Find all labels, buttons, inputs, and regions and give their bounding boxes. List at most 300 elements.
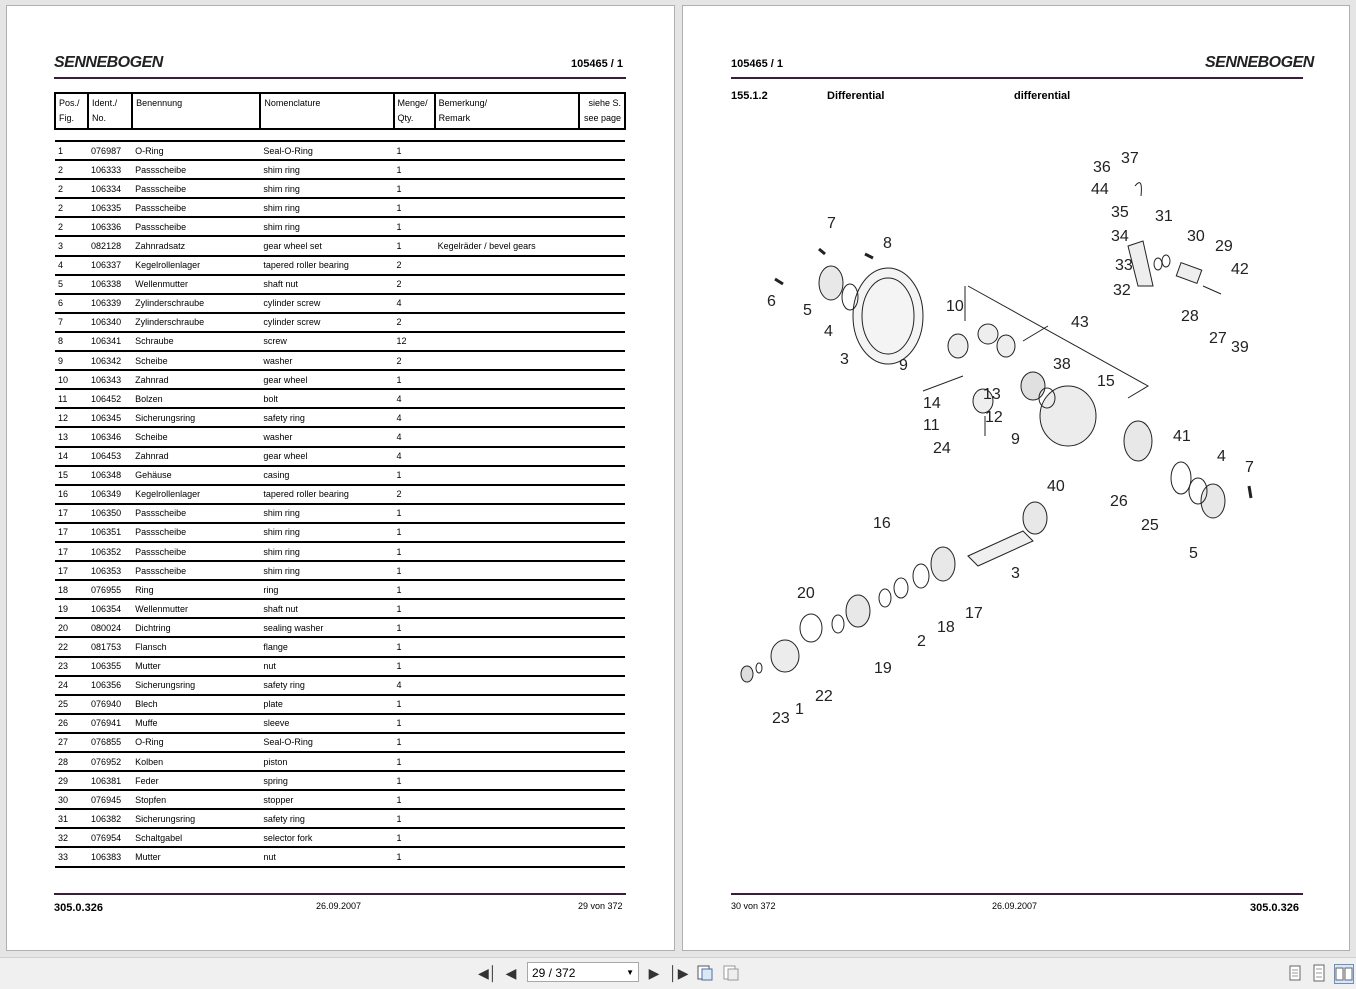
cell-ident: 106342 [88, 351, 132, 370]
cell-ident: 076952 [88, 752, 132, 771]
callout-5: 5 [803, 302, 812, 319]
cell-benennung: Blech [132, 695, 260, 714]
cell-qty: 1 [394, 580, 435, 599]
chevron-down-icon[interactable]: ▼ [626, 968, 634, 977]
cell-nomenclature: nut [260, 657, 393, 676]
cell-ident: 106453 [88, 447, 132, 466]
screw-shape [775, 279, 783, 284]
table-row [55, 141, 625, 160]
table-row [55, 657, 625, 676]
table-row [55, 198, 625, 217]
cell-benennung: Kolben [132, 752, 260, 771]
cell-remark [435, 332, 579, 351]
cell-qty: 1 [394, 561, 435, 580]
table-row [55, 676, 625, 695]
cell-siehe [579, 198, 625, 217]
fit-page-icon[interactable] [696, 964, 714, 982]
page-indicator: 29 / 372 [532, 966, 576, 980]
cell-qty: 1 [394, 847, 435, 866]
cell-nomenclature: plate [260, 695, 393, 714]
callout-15: 15 [1097, 373, 1115, 390]
cell-qty: 1 [394, 657, 435, 676]
cell-benennung: Feder [132, 771, 260, 790]
cell-siehe [579, 408, 625, 427]
cell-benennung: Passscheibe [132, 523, 260, 542]
table-row [55, 637, 625, 656]
cell-remark [435, 542, 579, 561]
cell-benennung: Dichtring [132, 618, 260, 637]
table-row [55, 217, 625, 236]
cell-benennung: Passscheibe [132, 160, 260, 179]
callout-16: 16 [873, 515, 891, 532]
cell-ident: 082128 [88, 236, 132, 255]
cell-siehe [579, 485, 625, 504]
table-header-row [55, 93, 625, 129]
callout-43: 43 [1071, 314, 1089, 331]
callout-29: 29 [1215, 238, 1233, 255]
cell-nomenclature: shim ring [260, 179, 393, 198]
cell-siehe [579, 809, 625, 828]
fit-width-icon[interactable] [722, 964, 740, 982]
cell-siehe [579, 389, 625, 408]
callout-35: 35 [1111, 204, 1129, 221]
table-row [55, 504, 625, 523]
cell-siehe [579, 466, 625, 485]
cell-benennung: Wellenmutter [132, 599, 260, 618]
cell-siehe [579, 618, 625, 637]
callout-39: 39 [1231, 339, 1249, 356]
single-page-view-icon[interactable] [1286, 964, 1304, 982]
cell-ident: 106381 [88, 771, 132, 790]
table-row [55, 714, 625, 733]
table-row [55, 275, 625, 294]
callout-5: 5 [1189, 545, 1198, 562]
cell-siehe [579, 771, 625, 790]
table-row [55, 771, 625, 790]
cell-nomenclature: cylinder screw [260, 294, 393, 313]
bearing-shape [1201, 484, 1225, 518]
col-pos: Pos./ Fig. [55, 93, 88, 129]
cell-benennung: Wellenmutter [132, 275, 260, 294]
cell-pos: 12 [55, 408, 88, 427]
footer-date: 26.09.2007 [992, 901, 1038, 911]
callout-23: 23 [772, 710, 790, 727]
cell-benennung: Zahnradsatz [132, 236, 260, 255]
cell-nomenclature: washer [260, 427, 393, 446]
cell-qty: 4 [394, 427, 435, 446]
cell-qty: 4 [394, 676, 435, 695]
cell-benennung: Bolzen [132, 389, 260, 408]
piston-shape [1203, 286, 1221, 294]
cell-nomenclature: shim ring [260, 504, 393, 523]
cell-remark [435, 447, 579, 466]
callout-25: 25 [1141, 517, 1159, 534]
cell-qty: 1 [394, 370, 435, 389]
cell-pos: 15 [55, 466, 88, 485]
callout-9: 9 [899, 357, 908, 374]
first-page-icon[interactable]: ◀│ [478, 965, 498, 981]
cell-pos: 31 [55, 809, 88, 828]
cell-remark [435, 752, 579, 771]
cell-siehe [579, 236, 625, 255]
cell-qty: 1 [394, 504, 435, 523]
cell-remark [435, 828, 579, 847]
cell-benennung: Scheibe [132, 351, 260, 370]
table-row [55, 313, 625, 332]
cell-pos: 27 [55, 733, 88, 752]
table-row [55, 447, 625, 466]
footer-date: 26.09.2007 [316, 901, 362, 911]
cell-pos: 2 [55, 160, 88, 179]
cell-benennung: Passscheibe [132, 542, 260, 561]
section-title-de: Differential [827, 90, 885, 102]
cell-siehe [579, 427, 625, 446]
cell-remark [435, 695, 579, 714]
cell-pos: 2 [55, 217, 88, 236]
cell-ident: 106339 [88, 294, 132, 313]
cell-benennung: Kegelrollenlager [132, 256, 260, 275]
screw-shape [1249, 486, 1251, 498]
cell-benennung: Passscheibe [132, 179, 260, 198]
cell-ident: 106338 [88, 275, 132, 294]
cell-nomenclature: ring [260, 580, 393, 599]
callout-4: 4 [1217, 448, 1226, 465]
cell-qty: 4 [394, 389, 435, 408]
callout-14: 14 [923, 395, 941, 412]
table-row [55, 236, 625, 255]
cell-qty: 12 [394, 332, 435, 351]
cell-ident: 106349 [88, 485, 132, 504]
cell-benennung: Zahnrad [132, 447, 260, 466]
col-ident: Ident./ No. [88, 93, 132, 129]
pin-shape [923, 376, 963, 391]
ring-shape [913, 564, 929, 588]
callout-7: 7 [1245, 459, 1254, 476]
cell-benennung: Schraube [132, 332, 260, 351]
callout-24: 24 [933, 440, 951, 457]
cell-benennung: Passscheibe [132, 217, 260, 236]
cell-pos: 17 [55, 561, 88, 580]
callout-41: 41 [1173, 428, 1191, 445]
col-siehe: siehe S. see page [579, 93, 625, 129]
cell-qty: 1 [394, 217, 435, 236]
cell-nomenclature: safety ring [260, 809, 393, 828]
cell-siehe [579, 695, 625, 714]
two-page-view-icon[interactable] [1334, 964, 1354, 984]
callout-19: 19 [874, 660, 892, 677]
table-row [55, 542, 625, 561]
cell-nomenclature: cylinder screw [260, 313, 393, 332]
cell-benennung: Zylinderschraube [132, 313, 260, 332]
callout-3: 3 [1011, 565, 1020, 582]
callout-4: 4 [824, 323, 833, 340]
cell-pos: 1 [55, 141, 88, 160]
cell-ident: 106355 [88, 657, 132, 676]
cell-remark [435, 637, 579, 656]
cell-remark [435, 351, 579, 370]
cell-pos: 33 [55, 847, 88, 866]
gear-small-shape [1021, 372, 1045, 400]
o-ring-shape [756, 663, 762, 673]
callout-22: 22 [815, 688, 833, 705]
cell-siehe [579, 275, 625, 294]
cell-remark [435, 370, 579, 389]
callout-30: 30 [1187, 228, 1205, 245]
group-bracket [968, 286, 1148, 398]
cell-benennung: Zahnrad [132, 370, 260, 389]
cell-nomenclature: shim ring [260, 523, 393, 542]
callout-10: 10 [946, 298, 964, 315]
cell-nomenclature: casing [260, 466, 393, 485]
cell-pos: 19 [55, 599, 88, 618]
cell-pos: 2 [55, 179, 88, 198]
screw-shape [865, 254, 873, 258]
cell-qty: 1 [394, 466, 435, 485]
cell-pos: 5 [55, 275, 88, 294]
cell-siehe [579, 217, 625, 236]
cell-nomenclature: sealing washer [260, 618, 393, 637]
cell-remark [435, 485, 579, 504]
cell-benennung: Muffe [132, 714, 260, 733]
cell-remark [435, 561, 579, 580]
cell-ident: 106336 [88, 217, 132, 236]
cell-qty: 2 [394, 485, 435, 504]
cell-qty: 1 [394, 752, 435, 771]
cell-benennung: Kegelrollenlager [132, 485, 260, 504]
cell-qty: 2 [394, 275, 435, 294]
section-number: 155.1.2 [731, 90, 768, 102]
cell-ident: 076945 [88, 790, 132, 809]
callout-2: 2 [917, 633, 926, 650]
cell-pos: 17 [55, 504, 88, 523]
footer-rule [54, 893, 626, 895]
cell-qty: 1 [394, 141, 435, 160]
col-menge: Menge/ Qty. [394, 93, 435, 129]
table-row [55, 179, 625, 198]
bearing-shape [846, 595, 870, 627]
col-benennung: Benennung [132, 93, 260, 129]
cell-siehe [579, 828, 625, 847]
cell-qty: 1 [394, 790, 435, 809]
cell-ident: 106341 [88, 332, 132, 351]
cell-qty: 1 [394, 809, 435, 828]
table-gap-row [55, 129, 625, 141]
pinion-gear-shape [1023, 502, 1047, 534]
cell-ident: 106354 [88, 599, 132, 618]
cell-pos: 3 [55, 236, 88, 255]
cell-remark [435, 847, 579, 866]
cell-siehe [579, 179, 625, 198]
cell-nomenclature: sleeve [260, 714, 393, 733]
cell-ident: 106335 [88, 198, 132, 217]
cell-nomenclature: tapered roller bearing [260, 256, 393, 275]
cell-pos: 4 [55, 256, 88, 275]
cell-pos: 22 [55, 637, 88, 656]
table-row [55, 256, 625, 275]
sennebogen-logo: SENNEBOGEN [54, 54, 163, 71]
cell-ident: 076955 [88, 580, 132, 599]
cell-qty: 1 [394, 771, 435, 790]
col-nomenclature: Nomenclature [260, 93, 393, 129]
cell-remark [435, 427, 579, 446]
sennebogen-logo: SENNEBOGEN [1205, 54, 1314, 71]
table-row [55, 370, 625, 389]
cell-pos: 14 [55, 447, 88, 466]
cell-benennung: Mutter [132, 657, 260, 676]
table-row [55, 733, 625, 752]
last-page-icon[interactable]: │▶ [669, 965, 689, 981]
cell-nomenclature: nut [260, 847, 393, 866]
cell-nomenclature: gear wheel [260, 370, 393, 389]
cell-ident: 080024 [88, 618, 132, 637]
table-row [55, 466, 625, 485]
cell-pos: 6 [55, 294, 88, 313]
cell-qty: 4 [394, 447, 435, 466]
diff-gear-shape [978, 324, 998, 344]
callout-8: 8 [883, 235, 892, 252]
cell-pos: 16 [55, 485, 88, 504]
table-row [55, 160, 625, 179]
cell-ident: 106348 [88, 466, 132, 485]
callout-28: 28 [1181, 308, 1199, 325]
cell-remark [435, 217, 579, 236]
cell-benennung: Flansch [132, 637, 260, 656]
cell-pos: 26 [55, 714, 88, 733]
cell-qty: 1 [394, 695, 435, 714]
diff-gear-shape [997, 335, 1015, 357]
callout-37: 37 [1121, 150, 1139, 167]
cell-benennung: Mutter [132, 847, 260, 866]
callout-7: 7 [827, 215, 836, 232]
cell-qty: 1 [394, 179, 435, 198]
cell-qty: 1 [394, 542, 435, 561]
cell-siehe [579, 294, 625, 313]
table-row [55, 408, 625, 427]
cell-ident: 076987 [88, 141, 132, 160]
callout-36: 36 [1093, 159, 1111, 176]
cell-pos: 10 [55, 370, 88, 389]
right-page [682, 5, 1350, 951]
cell-nomenclature: safety ring [260, 408, 393, 427]
callout-26: 26 [1110, 493, 1128, 510]
cell-siehe [579, 847, 625, 866]
callout-27: 27 [1209, 330, 1227, 347]
cell-ident: 106350 [88, 504, 132, 523]
next-page-icon[interactable]: ▶ [648, 965, 660, 981]
cell-qty: 2 [394, 351, 435, 370]
table-row [55, 847, 625, 866]
cell-nomenclature: shaft nut [260, 599, 393, 618]
cell-remark [435, 313, 579, 332]
cell-siehe [579, 733, 625, 752]
cell-remark [435, 580, 579, 599]
cell-nomenclature: shaft nut [260, 275, 393, 294]
cell-pos: 25 [55, 695, 88, 714]
cell-nomenclature: shim ring [260, 217, 393, 236]
table-row [55, 389, 625, 408]
cell-ident: 081753 [88, 637, 132, 656]
cell-ident: 106356 [88, 676, 132, 695]
cell-siehe [579, 447, 625, 466]
callout-33: 33 [1115, 257, 1133, 274]
cell-qty: 4 [394, 408, 435, 427]
cell-benennung: Sicherungsring [132, 408, 260, 427]
table-row [55, 752, 625, 771]
cell-pos: 28 [55, 752, 88, 771]
cell-pos: 9 [55, 351, 88, 370]
cell-siehe [579, 332, 625, 351]
cell-nomenclature: piston [260, 752, 393, 771]
cell-remark [435, 275, 579, 294]
callout-42: 42 [1231, 261, 1249, 278]
cell-nomenclature: screw [260, 332, 393, 351]
cell-qty: 1 [394, 523, 435, 542]
cell-nomenclature: shim ring [260, 198, 393, 217]
table-row [55, 294, 625, 313]
cell-siehe [579, 160, 625, 179]
page-number-input[interactable] [527, 962, 639, 982]
spring-shape [1176, 263, 1201, 284]
cell-siehe [579, 504, 625, 523]
callout-38: 38 [1053, 356, 1071, 373]
cell-remark [435, 466, 579, 485]
cell-remark [435, 523, 579, 542]
table-row [55, 790, 625, 809]
table-row [55, 809, 625, 828]
footer-rule [731, 893, 1303, 895]
cell-siehe [579, 351, 625, 370]
cell-pos: 2 [55, 198, 88, 217]
callout-labels [767, 150, 1254, 727]
prev-page-icon[interactable]: ◀ [505, 965, 517, 981]
callout-6: 6 [767, 293, 776, 310]
callout-9: 9 [1011, 431, 1020, 448]
callout-44: 44 [1091, 181, 1109, 198]
cell-ident: 106343 [88, 370, 132, 389]
cell-qty: 1 [394, 599, 435, 618]
plug-shape [1135, 183, 1141, 196]
table-row [55, 599, 625, 618]
cell-pos: 23 [55, 657, 88, 676]
cell-nomenclature: spring [260, 771, 393, 790]
cell-nomenclature: safety ring [260, 676, 393, 695]
cell-pos: 29 [55, 771, 88, 790]
cell-benennung: Ring [132, 580, 260, 599]
table-row [55, 561, 625, 580]
cell-siehe [579, 676, 625, 695]
cell-ident: 106334 [88, 179, 132, 198]
parts-table-body [55, 129, 625, 867]
table-row [55, 618, 625, 637]
cell-siehe [579, 542, 625, 561]
cell-remark [435, 408, 579, 427]
cell-remark [435, 733, 579, 752]
cell-nomenclature: shim ring [260, 542, 393, 561]
cell-remark [435, 504, 579, 523]
continuous-view-icon[interactable] [1310, 964, 1328, 982]
cell-remark [435, 389, 579, 408]
table-row [55, 485, 625, 504]
parts-table [54, 92, 626, 868]
cell-remark [435, 179, 579, 198]
cell-qty: 4 [394, 294, 435, 313]
screw-shape [819, 249, 825, 254]
footer-code: 305.0.326 [54, 902, 103, 914]
cell-siehe [579, 714, 625, 733]
cell-remark [435, 256, 579, 275]
cell-qty: 1 [394, 236, 435, 255]
cell-ident: 106353 [88, 561, 132, 580]
